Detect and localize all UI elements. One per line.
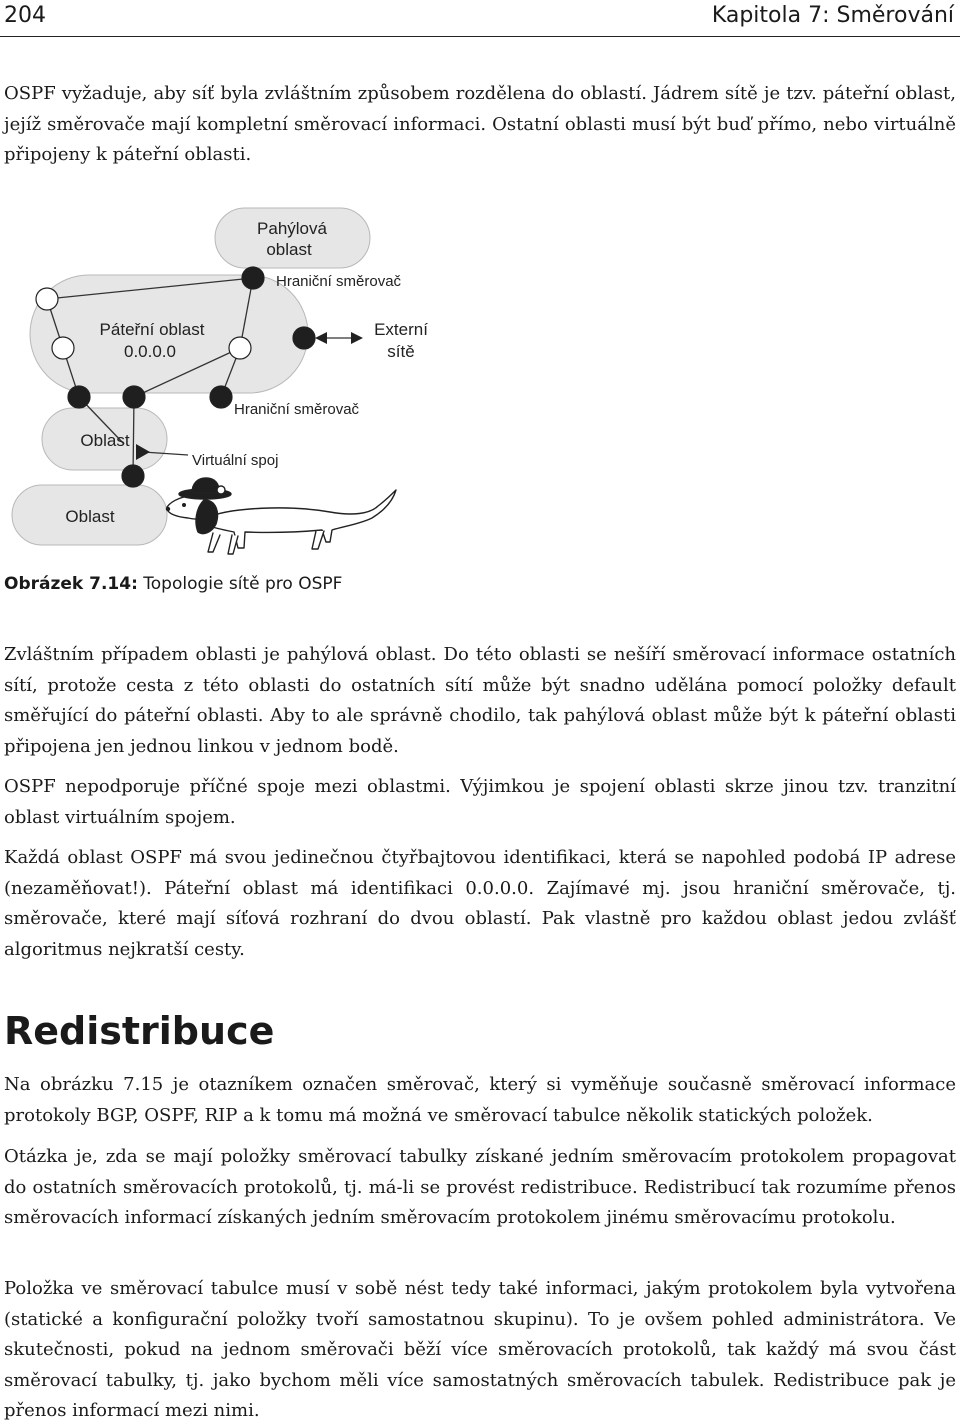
- page-header: [0, 0, 960, 37]
- page-number: 204: [4, 3, 46, 28]
- ospf-topology-figure: [0, 200, 480, 570]
- router-light: [52, 337, 74, 359]
- dachshund-illustration: [166, 478, 396, 554]
- backbone-label-1: Páteřní oblast: [99, 320, 205, 339]
- paragraph-area-id: Každá oblast OSPF má svou jedinečnou čtyřbajtovou identifikaci, která se napohled podobá IP adrese (nezaměňovat!). Páteřní oblast má identifikaci 0.0.0.0. Zajímavé mj. jsou hraniční směrovače, tj. směrovače, které mají síťová rozhraní do dvou oblastí. Pak vlastně pro každou oblast jedou zvlášť algoritmus nejkratší cesty.: [4, 847, 956, 960]
- router-light: [36, 288, 58, 310]
- area-2-label: Oblast: [65, 507, 115, 526]
- arrow-right-icon: [351, 332, 363, 344]
- section-heading: Redistribuce: [4, 1009, 275, 1053]
- caption-label: Obrázek 7.14:: [4, 574, 138, 594]
- paragraph-redistribution-3: Položka ve směrovací tabulce musí v sobě nést tedy také informaci, jakým protokolem byla vytvořena (statické a konfigurační položky tvoří samostatnou skupinu). To je ovšem pohled administrátora. Ve skutečnosti, pokud na jednom směrovači běží více směrovacích protokolů, tak každý má svou část směrovací tabulky, tj. jako bychom měli více samostatných směrovacích tabulek. Redistribuce pak je přenos informací mezi nimi.: [4, 1278, 956, 1422]
- paragraph-stub-area: Zvláštním případem oblasti je pahýlová oblast. Do této oblasti se nešíří směrovací informace ostatních sítí, protože cesta z této oblasti do ostatních sítí může být snadno udělána pomocí položky default směřující do páteřní oblasti. Aby to ale správně chodilo, tak pahýlová oblast může být k páteřní oblasti připojena jen jednou linkou v jednom bodě.: [4, 644, 956, 757]
- virtual-link-label: Virtuální spoj: [192, 452, 279, 469]
- router-dark: [122, 465, 144, 487]
- area-1-label: Oblast: [80, 431, 130, 450]
- arrow-left-icon: [315, 332, 327, 344]
- stub-area-shape: [215, 208, 370, 268]
- caption-text: Topologie sítě pro OSPF: [137, 574, 343, 594]
- backbone-label-2: 0.0.0.0: [124, 342, 176, 361]
- paragraph-redistribution-1: Na obrázku 7.15 je otazníkem označen směrovač, který si vyměňuje současně směrovací informace protokoly BGP, OSPF, RIP a k tomu má možná ve směrovací tabulce několik statických položek.: [4, 1074, 956, 1126]
- chapter-title: Kapitola 7: Směrování: [711, 3, 954, 28]
- router-dark: [242, 267, 264, 289]
- external-label-1: Externí: [374, 320, 428, 339]
- figure-caption: [4, 574, 342, 594]
- paragraph-redistribution-2: Otázka je, zda se mají položky směrovací tabulky získané jedním směrovacím protokolem propagovat do ostatních směrovacích protokolů, tj. má-li se provést redistribuce. Redistribucí tak rozumíme přenos směrovacích informací získaných jedním směrovacím protokolem jinému směrovacímu protokolu.: [4, 1146, 956, 1229]
- border-router-label-bottom: Hraniční směrovač: [234, 401, 360, 418]
- stub-area-label-2: oblast: [266, 240, 312, 259]
- router-dark: [293, 327, 315, 349]
- paragraph-intro: OSPF vyžaduje, aby síť byla zvláštním způsobem rozdělena do oblastí. Jádrem sítě je tzv. páteřní oblast, jejíž směrovače mají kompletní směrovací informaci. Ostatní oblasti musí být buď přímo, nebo virtuálně připojeny k páteřní oblasti.: [4, 83, 956, 166]
- router-dark: [68, 386, 90, 408]
- router-dark: [123, 386, 145, 408]
- external-label-2: sítě: [387, 342, 415, 361]
- router-dark: [210, 386, 232, 408]
- paragraph-transit: OSPF nepodporuje příčné spoje mezi oblastmi. Výjimkou je spojení oblasti skrze jinou tzv. tranzitní oblast virtuálním spojem.: [4, 776, 956, 828]
- stub-area-label-1: Pahýlová: [257, 219, 327, 238]
- router-light: [229, 337, 251, 359]
- border-router-label-top: Hraniční směrovač: [276, 273, 402, 290]
